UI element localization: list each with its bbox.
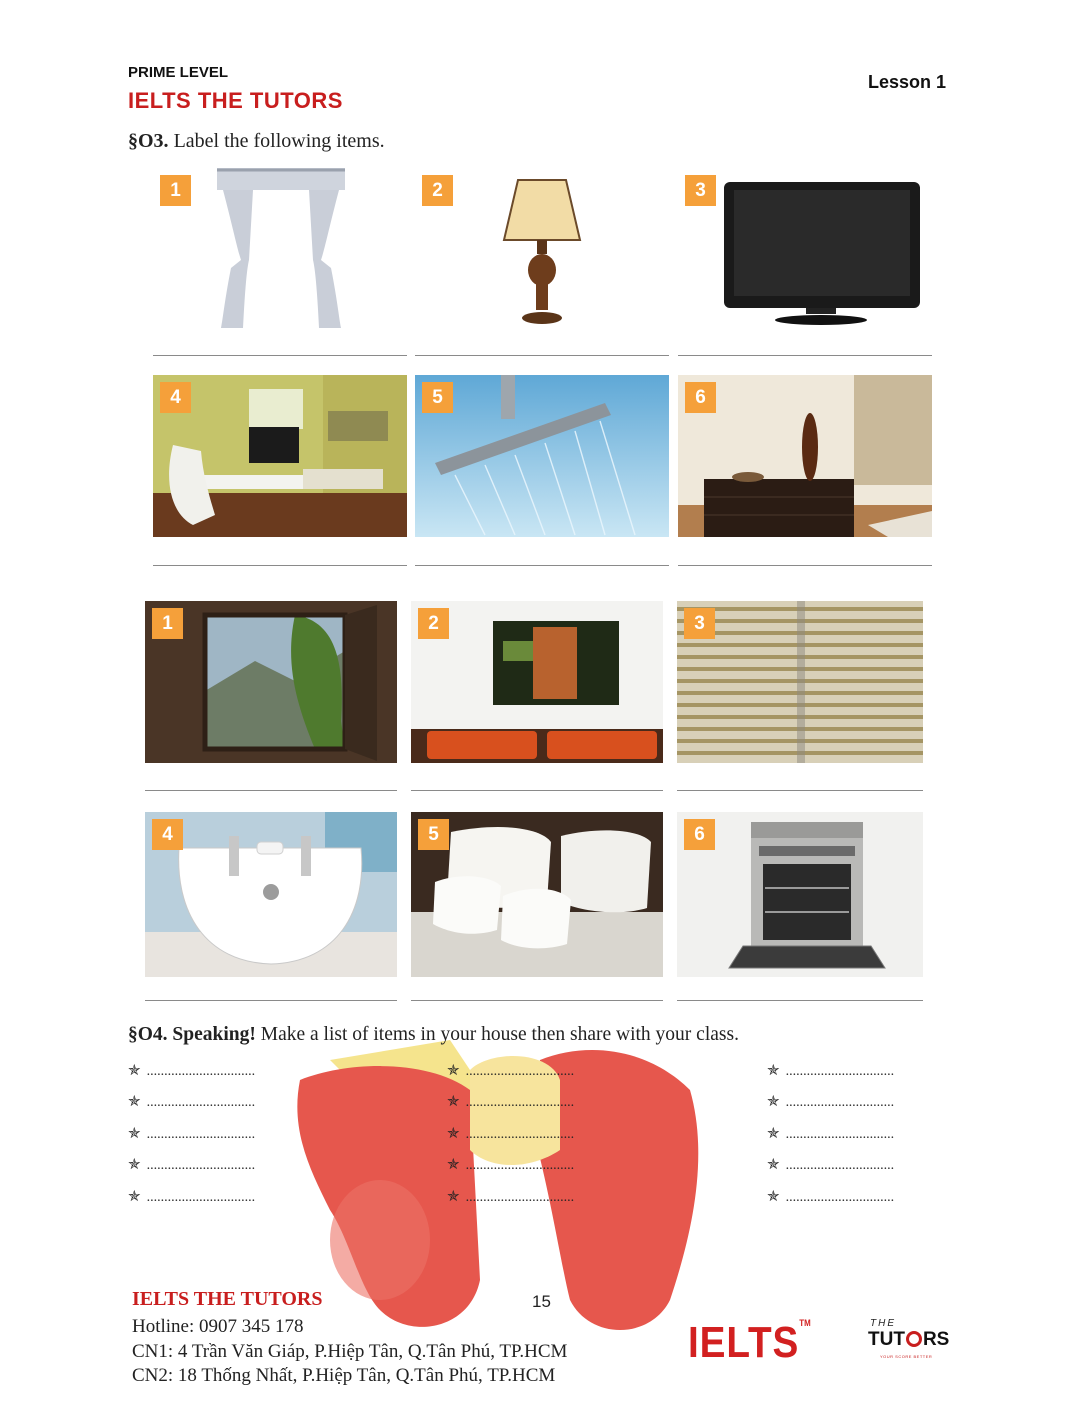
item-badge: 1 <box>160 175 191 206</box>
answer-line[interactable] <box>145 790 397 791</box>
answer-line[interactable] <box>145 1000 397 1001</box>
blank-line[interactable]: ............................... <box>465 1127 575 1142</box>
photo-television <box>678 168 932 336</box>
star-icon: ✯ <box>767 1157 780 1173</box>
list-entry[interactable] <box>128 1092 255 1111</box>
list-entry[interactable] <box>767 1187 894 1206</box>
photo-shower-head <box>415 375 669 537</box>
star-icon: ✯ <box>447 1157 460 1173</box>
blank-line[interactable]: ............................... <box>785 1158 895 1173</box>
blank-line[interactable]: ............................... <box>785 1095 895 1110</box>
photo-chest-of-drawers <box>678 375 932 537</box>
exercise-3-title <box>128 130 385 153</box>
blank-line[interactable]: ............................... <box>465 1064 575 1079</box>
home-office-photo <box>153 375 407 537</box>
list-entry[interactable] <box>767 1155 894 1174</box>
footer-branch-2: CN2: 18 Thống Nhất, P.Hiệp Tân, Q.Tân Phú, TP.HCM <box>132 1365 556 1386</box>
item-badge: 1 <box>152 608 183 639</box>
star-icon: ✯ <box>767 1063 780 1079</box>
curtains-photo <box>153 168 407 336</box>
list-entry[interactable] <box>128 1155 255 1174</box>
star-icon: ✯ <box>447 1063 460 1079</box>
exercise-4-title <box>128 1024 739 1046</box>
blank-line[interactable]: ............................... <box>146 1095 256 1110</box>
answer-line[interactable] <box>678 565 932 566</box>
list-entry[interactable] <box>767 1061 894 1080</box>
lesson-label: Lesson 1 <box>868 72 947 92</box>
item-badge: 4 <box>160 382 191 413</box>
blank-line[interactable]: ............................... <box>465 1190 575 1205</box>
photo-pillows <box>411 812 663 977</box>
blank-line[interactable]: ............................... <box>146 1158 256 1173</box>
item-badge: 6 <box>684 819 715 850</box>
item-badge: 3 <box>685 175 716 206</box>
item-badge: 4 <box>152 819 183 850</box>
item-badge: 3 <box>684 608 715 639</box>
photo-home-office <box>153 375 407 537</box>
footer-branch-1: CN1: 4 Trần Văn Giáp, P.Hiệp Tân, Q.Tân Phú, TP.HCM <box>132 1341 568 1362</box>
star-icon: ✯ <box>767 1126 780 1142</box>
the-tutors-logo <box>868 1318 960 1366</box>
star-icon: ✯ <box>447 1126 460 1142</box>
answer-line[interactable] <box>677 790 923 791</box>
list-entry[interactable] <box>447 1124 574 1143</box>
star-icon: ✯ <box>128 1126 141 1142</box>
photo-window <box>145 601 397 763</box>
list-entry[interactable] <box>767 1124 894 1143</box>
answer-line[interactable] <box>411 1000 663 1001</box>
star-icon: ✯ <box>128 1189 141 1205</box>
photo-picture <box>411 601 663 763</box>
blank-line[interactable]: ............................... <box>785 1190 895 1205</box>
answer-line[interactable] <box>411 790 663 791</box>
list-entry[interactable] <box>128 1124 255 1143</box>
photo-curtains <box>153 168 407 336</box>
star-icon: ✯ <box>128 1157 141 1173</box>
list-entry[interactable] <box>128 1061 255 1080</box>
lamp-photo <box>415 168 669 336</box>
ielts-logo <box>688 1318 811 1368</box>
list-entry[interactable] <box>767 1092 894 1111</box>
level-label: PRIME LEVEL <box>128 64 229 81</box>
blank-line[interactable]: ............................... <box>146 1190 256 1205</box>
ielts-trademark: TM <box>799 1318 811 1328</box>
list-entry[interactable] <box>447 1092 574 1111</box>
tutors-logo-top: THE <box>870 1318 896 1329</box>
star-icon: ✯ <box>128 1094 141 1110</box>
item-badge: 2 <box>418 608 449 639</box>
brand-title: IELTS THE TUTORS <box>128 88 343 113</box>
photo-oven <box>677 812 923 977</box>
television-photo <box>678 168 932 336</box>
star-icon: ✯ <box>128 1063 141 1079</box>
answer-line[interactable] <box>678 355 932 356</box>
photo-sink <box>145 812 397 977</box>
item-badge: 5 <box>418 819 449 850</box>
answer-line[interactable] <box>415 355 669 356</box>
list-entry[interactable] <box>447 1061 574 1080</box>
blank-line[interactable]: ............................... <box>465 1095 575 1110</box>
star-icon: ✯ <box>767 1094 780 1110</box>
shower-head-photo <box>415 375 669 537</box>
exercise-3-instruction: Label the following items. <box>173 130 385 152</box>
blank-line[interactable]: ............................... <box>146 1127 256 1142</box>
tutors-logo-right: RS <box>922 1329 950 1350</box>
blank-line[interactable]: ............................... <box>785 1127 895 1142</box>
blank-line[interactable]: ............................... <box>785 1064 895 1079</box>
list-entry[interactable] <box>447 1155 574 1174</box>
star-icon: ✯ <box>767 1189 780 1205</box>
exercise-4-number: §O4. <box>128 1024 168 1045</box>
list-entry[interactable] <box>447 1187 574 1206</box>
answer-line[interactable] <box>153 355 407 356</box>
blank-line[interactable]: ............................... <box>465 1158 575 1173</box>
tutors-tagline: YOUR SCORE BETTER <box>880 1354 933 1359</box>
blank-line[interactable]: ............................... <box>146 1064 256 1079</box>
list-entry[interactable] <box>128 1187 255 1206</box>
chest-of-drawers-photo <box>678 375 932 537</box>
target-icon <box>906 1331 922 1347</box>
tutors-logo-left: TUT <box>868 1329 905 1350</box>
star-icon: ✯ <box>447 1094 460 1110</box>
exercise-4-label: Speaking! <box>172 1024 256 1045</box>
footer-hotline: Hotline: 0907 345 178 <box>132 1316 304 1337</box>
exercise-4-instruction: Make a list of items in your house then share with your class. <box>260 1024 739 1045</box>
photo-blinds <box>677 601 923 763</box>
answer-line[interactable] <box>415 565 669 566</box>
footer-brand: IELTS THE TUTORS <box>132 1288 323 1310</box>
exercise-3-number: §O3. <box>128 130 169 152</box>
star-icon: ✯ <box>447 1189 460 1205</box>
answer-line[interactable] <box>677 1000 923 1001</box>
photo-lamp <box>415 168 669 336</box>
answer-line[interactable] <box>153 565 407 566</box>
item-badge: 5 <box>422 382 453 413</box>
item-badge: 2 <box>422 175 453 206</box>
ielts-logo-text: IELTS <box>688 1318 800 1367</box>
page-number: 15 <box>532 1292 551 1311</box>
item-badge: 6 <box>685 382 716 413</box>
